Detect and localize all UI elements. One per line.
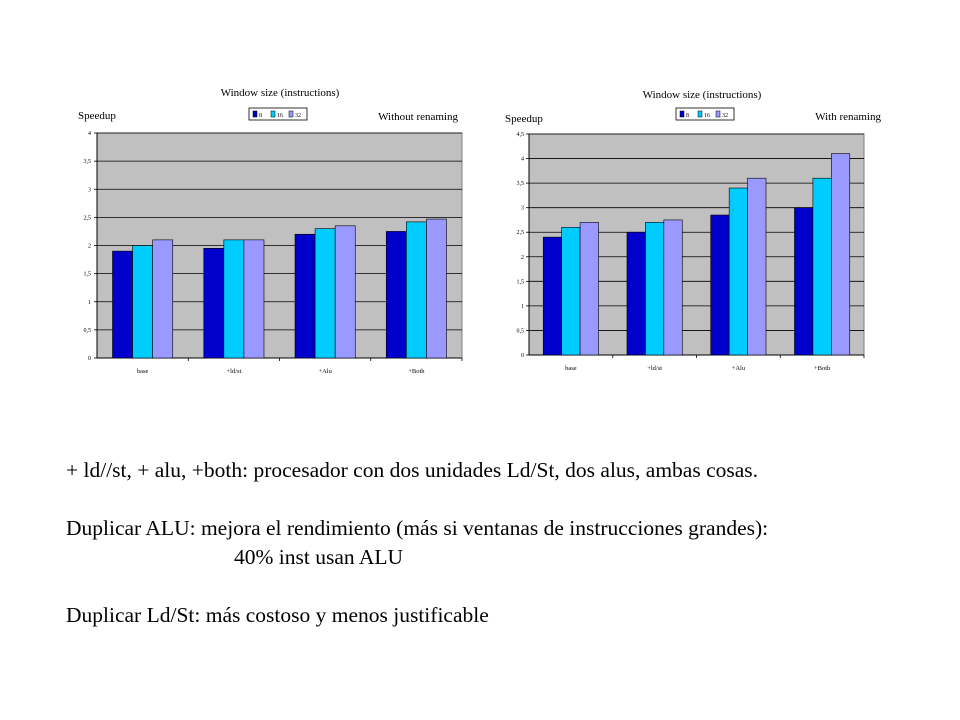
text-line-2: Duplicar ALU: mejora el rendimiento (más si ventanas de instrucciones grandes): [66,516,769,540]
bar [543,237,561,355]
text-line-4: Duplicar Ld/St: más costoso y menos justificable [66,603,489,627]
legend-label: 32 [295,113,301,119]
bar [204,248,224,358]
y-tick-label: 3 [521,205,524,212]
y-tick-label: 3,5 [516,181,524,188]
bar [627,232,645,355]
bar [711,215,729,355]
y-tick-label: 3,5 [83,159,91,166]
bar [244,240,264,358]
x-tick-label: +ld/st [647,365,663,372]
legend-label: 8 [259,113,262,119]
x-tick-label: +Alu [731,365,746,372]
bar [406,222,426,358]
bar [426,219,446,358]
y-tick-label: 1,5 [516,279,524,286]
y-tick-label: 2 [521,254,524,261]
bar [315,229,335,358]
legend-label: 8 [686,113,689,119]
legend-swatch [680,111,684,117]
x-tick-label: +Both [408,368,425,375]
bar [831,154,849,355]
y-tick-label: 0 [521,353,524,359]
chart-subtitle: Without renaming [378,111,458,123]
y-axis-label: Speedup [78,110,116,122]
bar [580,222,598,355]
bar [813,178,831,355]
y-tick-label: 0,5 [83,327,91,334]
y-tick-label: 3 [88,187,91,194]
legend-swatch [698,111,702,117]
bar [113,251,133,358]
y-axis-label: Speedup [505,113,543,125]
bar [794,208,812,355]
x-tick-label: +Both [813,365,831,372]
y-tick-label: 1,5 [83,271,91,278]
y-tick-label: 2,5 [83,215,91,222]
legend-swatch [716,111,720,117]
bar [664,220,682,355]
bar [748,178,766,355]
y-tick-label: 0 [88,356,91,362]
bar [133,246,153,359]
y-tick-label: 2 [88,243,91,250]
body-text [66,456,956,630]
bar [562,227,580,355]
bar [224,240,244,358]
bar [153,240,173,358]
legend-swatch [289,111,293,117]
chart-title: Window size (instructions) [220,87,340,99]
y-tick-label: 4 [521,156,524,163]
text-line-1: + ld//st, + alu, +both: procesador con dos unidades Ld/St, dos alus, ambas cosas. [66,458,759,482]
legend-swatch [253,111,257,117]
y-tick-label: 4,5 [516,132,524,138]
y-tick-label: 1 [521,303,524,310]
text-line-3: 40% inst usan ALU [234,545,404,569]
x-tick-label: +ld/st [226,368,242,375]
bar [295,234,315,358]
legend-label: 32 [722,113,728,119]
chart-title: Window size (instructions) [642,89,762,101]
bar [729,188,747,355]
y-tick-label: 4 [88,131,91,137]
x-tick-label: base [565,365,577,372]
bar [386,231,406,358]
legend-label: 16 [704,113,710,119]
bar [645,222,663,355]
chart-subtitle: With renaming [815,111,881,123]
y-tick-label: 1 [88,299,91,306]
y-tick-label: 2,5 [516,230,524,237]
legend-label: 16 [277,113,283,119]
x-tick-label: +Alu [318,368,332,375]
x-tick-label: base [136,368,149,375]
bar [335,226,355,358]
y-tick-label: 0,5 [516,328,524,335]
legend-swatch [271,111,275,117]
